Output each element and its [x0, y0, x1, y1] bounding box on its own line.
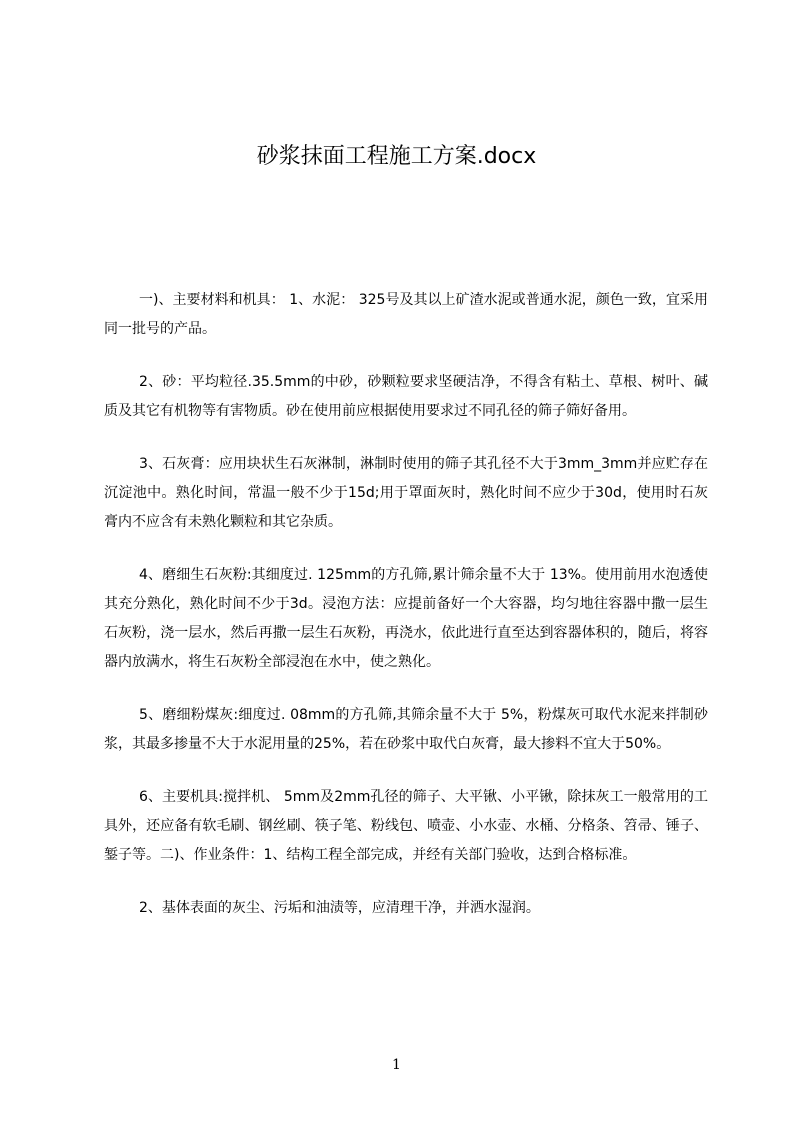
document-title: 砂浆抹面工程施工方案.docx [256, 144, 537, 169]
paragraph-surface-cleaning: 2、基体表面的灰尘、污垢和油渍等，应清理干净，并洒水湿润。 [139, 900, 540, 916]
document-body [104, 286, 708, 947]
paragraph-sand: 2、砂：平均粒径.35.5mm的中砂，砂颗粒要求坚硬洁净，不得含有粘土、草根、树叶、碱质及其它有机物等有害物质。砂在使用前应根据使用要求过不同孔径的筛子筛好备用。 [104, 374, 708, 419]
paragraph-machinery: 6、主要机具:搅拌机、 5mm及2mm孔径的筛子、大平锹、小平锹，除抹灰工一般常用的工具外，还应备有软毛刷、钢丝刷、筷子笔、粉线包、喷壶、小水壶、水桶、分格条、笤帚、锤子、錾子等。二)、作业条件：1、结构工程全部完成，并经有关部门验收，达到合格标准。 [104, 789, 708, 863]
paragraph-fly-ash: 5、磨细粉煤灰:细度过. 08mm的方孔筛,其筛余量不大于 5%，粉煤灰可取代水泥来拌制砂浆，其最多掺量不大于水泥用量的25%，若在砂浆中取代白灰膏，最大掺料不宜大于50%。 [104, 707, 708, 752]
paragraph-quicklime-powder: 4、磨细生石灰粉:其细度过. 125mm的方孔筛,累计筛余量不大于 13%。使用前用水泡透使其充分熟化，熟化时间不少于3d。浸泡方法：应提前备好一个大容器，均匀地往容器中撒一层生石灰粉，浇一层水，然后再撒一层生石灰粉，再浇水，依此进行直至达到容器体积的，随后，将容器内放满水，将生石灰粉全部浸泡在水中，使之熟化。 [104, 567, 708, 670]
paragraph-materials: 一)、主要材料和机具： 1、水泥： 325号及其以上矿渣水泥或普通水泥，颜色一致，宜采用同一批号的产品。 [104, 292, 708, 337]
page-number: 1 [392, 1057, 401, 1073]
paragraph-lime-paste: 3、石灰膏：应用块状生石灰淋制，淋制时使用的筛子其孔径不大于3mm_3mm并应贮存在沉淀池中。熟化时间，常温一般不少于15d;用于罩面灰时，熟化时间不应少于30d，使用时石灰膏内不应含有未熟化颗粒和其它杂质。 [104, 456, 708, 530]
